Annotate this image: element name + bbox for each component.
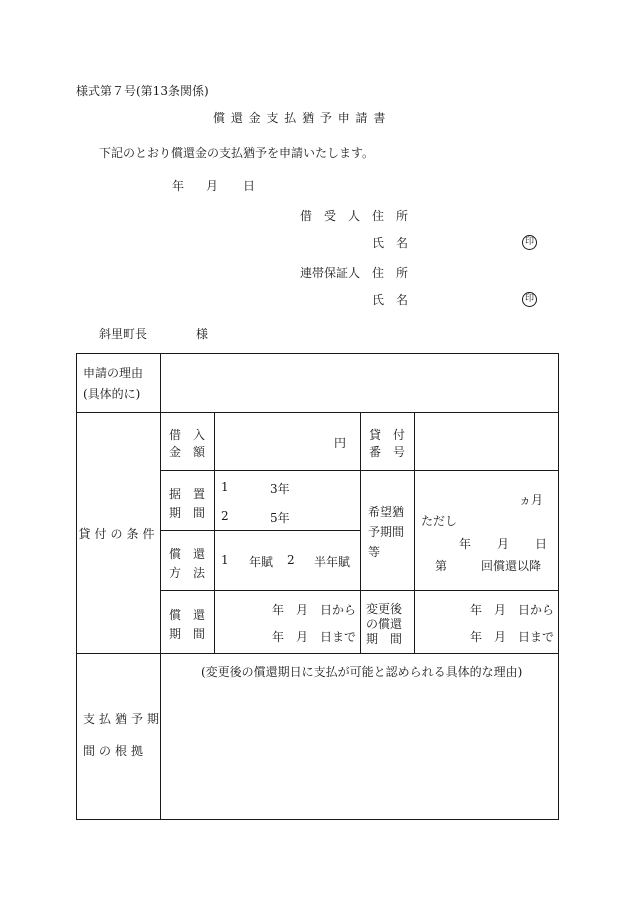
borrower-seal-mark: 印 [522, 235, 537, 250]
basis-row [77, 654, 559, 820]
guarantor-seal-mark: 印 [522, 292, 537, 307]
basis-note: (変更後の償還期日に支払が可能と認められる具体的な理由) [201, 665, 523, 679]
reason-row [77, 354, 559, 413]
method-label-2: 方 法 [169, 566, 206, 580]
reason-input-cell[interactable] [161, 354, 559, 413]
desired-label-2: 予期間 [368, 524, 405, 539]
method-option-2-value: 半年賦 [314, 555, 351, 569]
period-from-text: 年 月 日から [271, 603, 356, 617]
form-title: 償 還 金 支 払 猶 予 申 請 書 [213, 111, 387, 125]
basis-input-cell[interactable] [161, 654, 559, 820]
loan-amount-row [77, 413, 559, 471]
tadashi-text: ただし [421, 513, 458, 528]
method-options-cell[interactable] [215, 531, 361, 591]
basis-label-2: 間の根拠 [83, 744, 148, 758]
method-label-cell [161, 531, 215, 591]
grace-option-2-num: 2 [221, 509, 229, 523]
desired-year-label: 年 [459, 536, 472, 551]
method-label-1: 償 還 [169, 547, 206, 561]
reason-label-2: (具体的に) [83, 387, 141, 401]
borrower-label: 借 受 人 [300, 209, 361, 223]
period-label-1: 償 還 [169, 608, 206, 622]
desired-input-cell[interactable] [415, 471, 559, 591]
desired-day-label: 日 [535, 536, 548, 551]
desired-label-1: 希望猶 [368, 504, 405, 519]
desired-label-3: 等 [368, 544, 381, 559]
loan-number-input-cell[interactable] [415, 413, 559, 471]
period-to-text: 年 月 日まで [271, 630, 356, 644]
desired-month-label: 月 [497, 536, 510, 551]
grace-option-2-value: 5年 [270, 511, 290, 525]
grace-label-1: 据 置 [169, 487, 206, 501]
date-month-label: 月 [206, 179, 219, 193]
basis-label-cell [77, 654, 164, 820]
borrower-name-label: 氏 名 [372, 236, 409, 250]
method-option-2-num: 2 [287, 553, 295, 567]
yen-unit: 円 [333, 436, 346, 450]
period-input-cell[interactable] [215, 591, 361, 654]
after-input-cell[interactable] [415, 591, 559, 654]
grace-label-cell [161, 471, 215, 531]
after-from-text: 年 月 日から [469, 603, 554, 617]
reason-label-cell [77, 354, 161, 413]
desired-label-cell [361, 471, 415, 591]
borrower-address-label: 住 所 [372, 209, 409, 223]
loan-number-label-2: 番 号 [369, 445, 406, 459]
months-unit: ヵ月 [519, 492, 544, 507]
loan-number-label-1: 貸 付 [369, 428, 406, 442]
period-label-2: 期 間 [169, 627, 206, 641]
period-label-cell [161, 591, 215, 654]
date-day-label: 日 [243, 179, 256, 193]
loan-amount-label-2: 金 額 [169, 445, 206, 459]
after-label-2: の償還 [366, 617, 403, 631]
application-table [76, 353, 559, 820]
loan-amount-input-cell[interactable] [215, 413, 361, 471]
loan-number-label-cell [361, 413, 415, 471]
guarantor-name-label: 氏 名 [372, 293, 409, 307]
form-number: 様式第７号(第13条関係) [76, 84, 209, 98]
grace-option-1-value: 3年 [270, 482, 290, 496]
addressee-honorific: 様 [196, 327, 209, 341]
method-option-1-num: 1 [221, 553, 229, 567]
after-label-3: 期 間 [366, 632, 403, 646]
after-to-text: 年 月 日まで [469, 630, 554, 644]
grace-label-2: 期 間 [169, 506, 206, 520]
basis-label-1: 支払猶予期 [83, 712, 164, 726]
grace-options-cell[interactable] [215, 471, 361, 531]
after-label-1: 変更後 [366, 602, 403, 616]
guarantor-address-label: 住 所 [372, 266, 409, 280]
method-option-1-value: 年賦 [249, 555, 274, 569]
after-label-cell [361, 591, 415, 654]
guarantor-label: 連帯保証人 [300, 266, 361, 280]
loan-conditions-label: 貸付の条件 [78, 526, 159, 541]
intro-text: 下記のとおり償還金の支払猶予を申請いたします。 [99, 146, 375, 160]
addressee-name: 斜里町長 [99, 327, 148, 341]
reason-label-1: 申請の理由 [83, 366, 144, 380]
dai-label: 第 [435, 558, 448, 573]
repay-from-label: 回償還以降 [481, 558, 542, 573]
loan-amount-label-cell [161, 413, 215, 471]
date-year-label: 年 [172, 179, 185, 193]
loan-conditions-label-cell [77, 413, 161, 654]
grace-option-1-num: 1 [221, 480, 229, 494]
loan-amount-label-1: 借 入 [169, 428, 206, 442]
